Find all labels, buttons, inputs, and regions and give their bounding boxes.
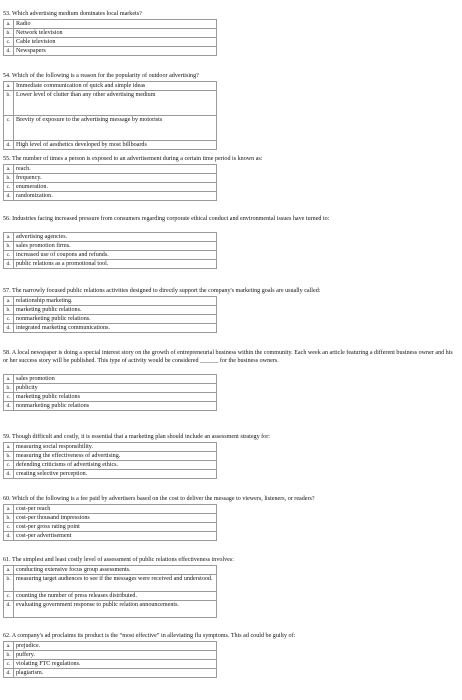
option-text: cost-per reach — [16, 506, 51, 512]
option-text: Network television — [16, 30, 63, 36]
option-letter: c. — [4, 393, 14, 401]
option-text: public relations as a promotional tool. — [16, 261, 109, 267]
option-letter: a. — [4, 20, 14, 28]
option-letter: b. — [4, 242, 14, 250]
option-text: measuring social responsibility. — [16, 444, 93, 450]
answer-option[interactable] — [3, 90, 217, 116]
option-letter: a. — [4, 375, 14, 383]
option-text: High level of aesthetics developed by most billboards — [16, 142, 147, 148]
option-letter: d. — [4, 402, 14, 410]
option-text: reach. — [16, 166, 31, 172]
option-letter: d. — [4, 601, 14, 617]
option-text: evaluating government response to public relation announcements. — [16, 602, 179, 608]
question-text: 54. Which of the following is a reason for the popularity of outdoor advertising? — [3, 73, 199, 79]
option-letter: d. — [4, 141, 14, 149]
option-letter: d. — [4, 532, 14, 540]
option-letter: a. — [4, 82, 14, 90]
answer-option[interactable] — [3, 531, 217, 541]
question-text: 58. A local newspaper is doing a special interest story on the growth of entrepreneurial business within the community. Each week an article featuring a different business owner and his or her success story will be published. This type of activity would be considered ______ for the business owners. — [3, 350, 453, 364]
option-letter: d. — [4, 260, 14, 268]
answer-option[interactable] — [3, 46, 217, 56]
option-text: nonmarketing public relations — [16, 403, 90, 409]
answer-option[interactable] — [3, 259, 217, 269]
option-text: randomization. — [16, 193, 53, 199]
question-text: 55. The number of times a person is exposed to an advertisement during a certain time period is known as: — [3, 156, 263, 162]
option-letter: c. — [4, 523, 14, 531]
option-text: relationship marketing. — [16, 298, 73, 304]
question-text: 61. The simplest and least costly level of assessment of public relations effectiveness involves: — [3, 557, 234, 563]
option-text: marketing public relations. — [16, 307, 82, 313]
answer-option[interactable] — [3, 115, 217, 141]
option-letter: c. — [4, 251, 14, 259]
option-text: increased use of coupons and refunds. — [16, 252, 109, 258]
answer-option[interactable] — [3, 323, 217, 333]
option-text: prejudice. — [16, 643, 41, 649]
question-text: 57. The narrowly focused public relations activities designed to directly support the company's marketing goals are usually called: — [3, 288, 321, 294]
answer-option[interactable] — [3, 140, 217, 150]
question-text: 53. Which advertising medium dominates local markets? — [3, 11, 142, 17]
option-letter: c. — [4, 315, 14, 323]
option-text: violating FTC regulations. — [16, 661, 81, 667]
option-text: advertising agencies. — [16, 234, 68, 240]
option-letter: c. — [4, 38, 14, 46]
answer-option[interactable] — [3, 401, 217, 411]
option-letter: b. — [4, 651, 14, 659]
option-letter: c. — [4, 116, 14, 140]
option-text: defending criticisms of advertising ethics. — [16, 462, 119, 468]
option-letter: b. — [4, 452, 14, 460]
option-text: sales promotion firms. — [16, 243, 71, 249]
option-letter: d. — [4, 47, 14, 55]
option-letter: c. — [4, 183, 14, 191]
option-text: cost-per gross rating point — [16, 524, 80, 530]
option-letter: b. — [4, 306, 14, 314]
option-text: Radio — [16, 21, 31, 27]
option-letter: a. — [4, 297, 14, 305]
question-text: 60. Which of the following is a fee paid by advertisers based on the cost to deliver the message to viewers, listeners, or readers? — [3, 496, 315, 502]
option-letter: b. — [4, 91, 14, 115]
option-text: frequency. — [16, 175, 42, 181]
option-letter: a. — [4, 443, 14, 451]
option-letter: a. — [4, 165, 14, 173]
option-letter: a. — [4, 233, 14, 241]
option-letter: a. — [4, 566, 14, 574]
option-text: counting the number of press releases distributed. — [16, 593, 137, 599]
option-letter: b. — [4, 29, 14, 37]
option-text: enumeration. — [16, 184, 48, 190]
option-text: marketing public relations — [16, 394, 80, 400]
question-text: 62. A company's ad proclaims its product is the “most effective” in alleviating flu symptoms. This ad could be guilty of: — [3, 633, 296, 639]
option-letter: d. — [4, 192, 14, 200]
option-letter: d. — [4, 669, 14, 677]
option-letter: a. — [4, 505, 14, 513]
option-text: measuring target audiences to see if the messages were received and understood. — [16, 576, 213, 582]
option-letter: c. — [4, 461, 14, 469]
option-text: Lower level of clutter than any other advertising medium — [16, 92, 156, 98]
question-text: 59. Though difficult and costly, it is essential that a marketing plan should include an assessment strategy for: — [3, 434, 270, 440]
option-letter: b. — [4, 174, 14, 182]
option-letter: b. — [4, 575, 14, 591]
option-text: integrated marketing communications. — [16, 325, 110, 331]
option-text: measuring the effectiveness of advertising. — [16, 453, 121, 459]
option-text: Brevity of exposure to the advertising message by motorists — [16, 117, 163, 123]
option-text: plagiarism. — [16, 670, 44, 676]
option-text: sales promotion — [16, 376, 55, 382]
option-text: Cable television — [16, 39, 56, 45]
option-text: nonmarketing public relations. — [16, 316, 91, 322]
option-text: conducting extensive focus group assessments. — [16, 567, 131, 573]
question-text: 56. Industries facing increased pressure from consumers regarding corporate ethical conduct and environmental issues have turned to: — [3, 216, 330, 222]
option-text: creating selective perception. — [16, 471, 88, 477]
answer-option[interactable] — [3, 469, 217, 479]
option-letter: b. — [4, 384, 14, 392]
option-letter: d. — [4, 470, 14, 478]
option-letter: a. — [4, 642, 14, 650]
answer-option[interactable] — [3, 600, 217, 618]
option-text: puffery. — [16, 652, 35, 658]
option-letter: b. — [4, 514, 14, 522]
answer-option[interactable] — [3, 668, 217, 678]
answer-option[interactable] — [3, 191, 217, 201]
option-letter: c. — [4, 592, 14, 600]
option-letter: d. — [4, 324, 14, 332]
option-text: cost-per advertisement — [16, 533, 72, 539]
option-letter: c. — [4, 660, 14, 668]
option-text: Newspapers — [16, 48, 46, 54]
option-text: cost-per thousand impressions — [16, 515, 90, 521]
option-text: Immediate communication of quick and simple ideas — [16, 83, 146, 89]
option-text: publicity — [16, 385, 38, 391]
answer-option[interactable] — [3, 574, 217, 592]
